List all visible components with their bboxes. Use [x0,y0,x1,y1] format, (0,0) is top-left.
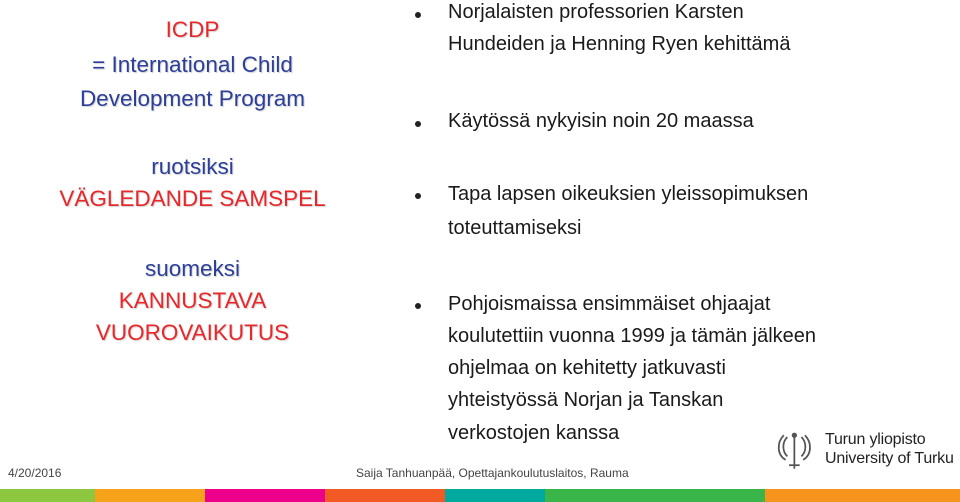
bullet-4-line-4: yhteistyössä Norjan ja Tanskan [448,389,724,411]
bullet-1-line-1: Norjalaisten professorien Karsten [448,1,744,23]
title-icdp: ICDP [165,17,220,42]
bullet-3-line-1: Tapa lapsen oikeuksien yleissopimuksen [448,183,809,205]
bullet-4-line-3: ohjelmaa on kehitetty jatkuvasti [448,357,726,379]
bar-segment [445,489,545,502]
bar-segment [95,489,205,502]
finnish-name-1: KANNUSTAVA [118,288,267,313]
university-logo-emblem-icon [775,428,819,476]
finnish-name-2: VUOROVAIKUTUS [95,320,290,345]
bullet-dot [415,193,421,199]
bullet-dot [415,121,421,127]
bullet-4-line-5: verkostojen kanssa [448,422,620,444]
bar-segment [545,489,765,502]
bar-segment [325,489,445,502]
label-swedish: ruotsiksi [151,154,234,179]
bar-segment [765,489,960,502]
footer-author: Saija Tanhuanpää, Opettajankoulutuslaitos, Rauma [356,466,629,480]
swedish-name: VÄGLEDANDE SAMSPEL [59,186,326,211]
logo-text-en: University of Turku [825,450,954,467]
color-bar [0,489,960,502]
title-expansion-1: = International Child [92,52,293,77]
bullet-dot [415,12,421,18]
bullet-1-line-2: Hundeiden ja Henning Ryen kehittämä [448,33,791,55]
label-finnish: suomeksi [144,256,241,281]
bullet-4-line-2: koulutettiin vuonna 1999 ja tämän jälkeen [448,325,817,347]
bullet-3-line-2: toteuttamiseksi [448,217,582,239]
bullet-2-line-1: Käytössä nykyisin noin 20 maassa [448,110,754,132]
title-expansion-2: Development Program [79,86,306,111]
footer-date: 4/20/2016 [8,466,62,480]
bar-segment [205,489,325,502]
bullet-4-line-1: Pohjoismaissa ensimmäiset ohjaajat [448,293,771,315]
bullet-dot [415,303,421,309]
bar-segment [0,489,95,502]
logo-text-fi: Turun yliopisto [825,431,926,448]
